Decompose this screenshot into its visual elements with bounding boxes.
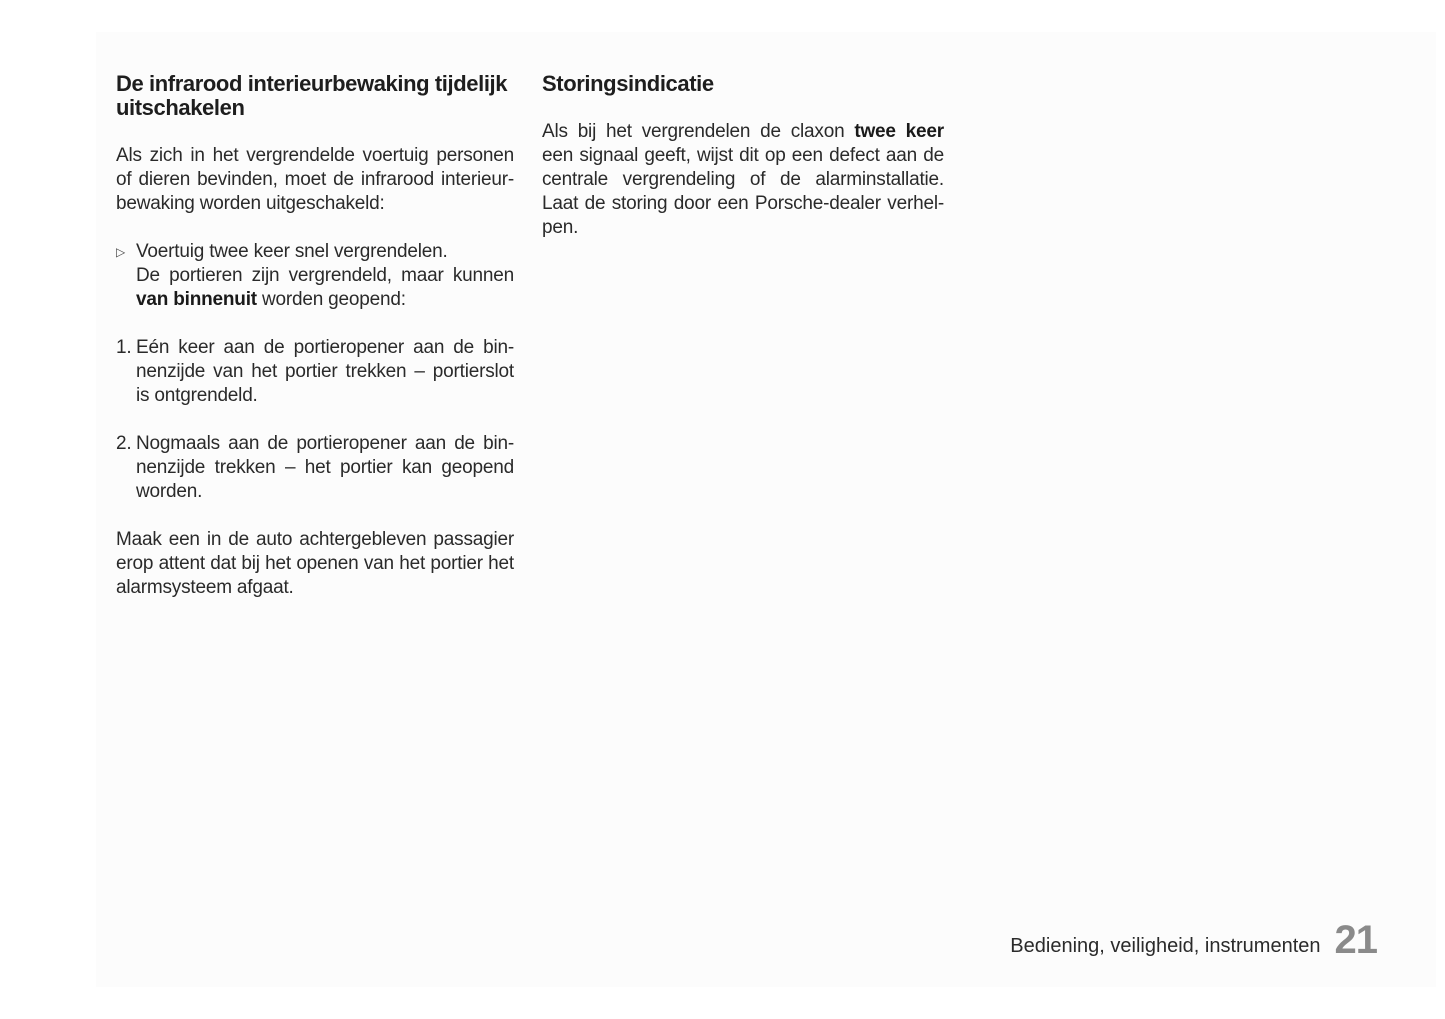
- step-number: 1.: [116, 337, 132, 358]
- left-column: [116, 72, 514, 600]
- section-title-fault-indication: Storingsindicatie: [542, 71, 714, 96]
- intro-paragraph: Als zich in het vergrendelde voertuig personen of dieren bevinden, moet de infrarood interieur-bewaking worden uitgeschakeld:: [116, 145, 514, 214]
- numbered-step-2: [116, 432, 514, 504]
- step-number: 2.: [116, 433, 132, 454]
- emphasis-from-inside: van binnenuit: [136, 289, 257, 310]
- action-line-2: De portieren zijn vergrendeld, maar kunnen van binnenuit worden geopend:: [136, 265, 514, 310]
- section-title-infrared: De infrarood interieurbewaking tijdelijk uitschakelen: [116, 71, 508, 120]
- numbered-step-1: [116, 336, 514, 408]
- footer-section-label: Bediening, veiligheid, instrumenten: [1010, 935, 1321, 957]
- action-line-1: Voertuig twee keer snel vergrendelen.: [136, 241, 448, 262]
- triangle-bullet-icon: ▷: [116, 245, 126, 259]
- action-item: [116, 240, 514, 312]
- step-text: Eén keer aan de portieropener aan de bin-nenzijde van het portier trekken – portierslot is ontgrendeld.: [136, 337, 514, 406]
- page-footer: [1010, 920, 1377, 960]
- fault-paragraph: Als bij het vergrendelen de claxon twee keer een signaal geeft, wijst dit op een defect aan de centrale vergrendeling of de alarminstallatie. Laat de storing door een Porsche-dealer verhel-pen.: [542, 121, 944, 238]
- emphasis-twice: twee keer: [854, 121, 944, 142]
- closing-paragraph: Maak een in de auto achtergebleven passagier erop attent dat bij het openen van het portier het alarmsysteem afgaat.: [116, 529, 514, 598]
- step-text: Nogmaals aan de portieropener aan de bin-nenzijde trekken – het portier kan geopend worden.: [136, 433, 514, 502]
- page-number: 21: [1334, 918, 1377, 962]
- right-column: [542, 72, 944, 240]
